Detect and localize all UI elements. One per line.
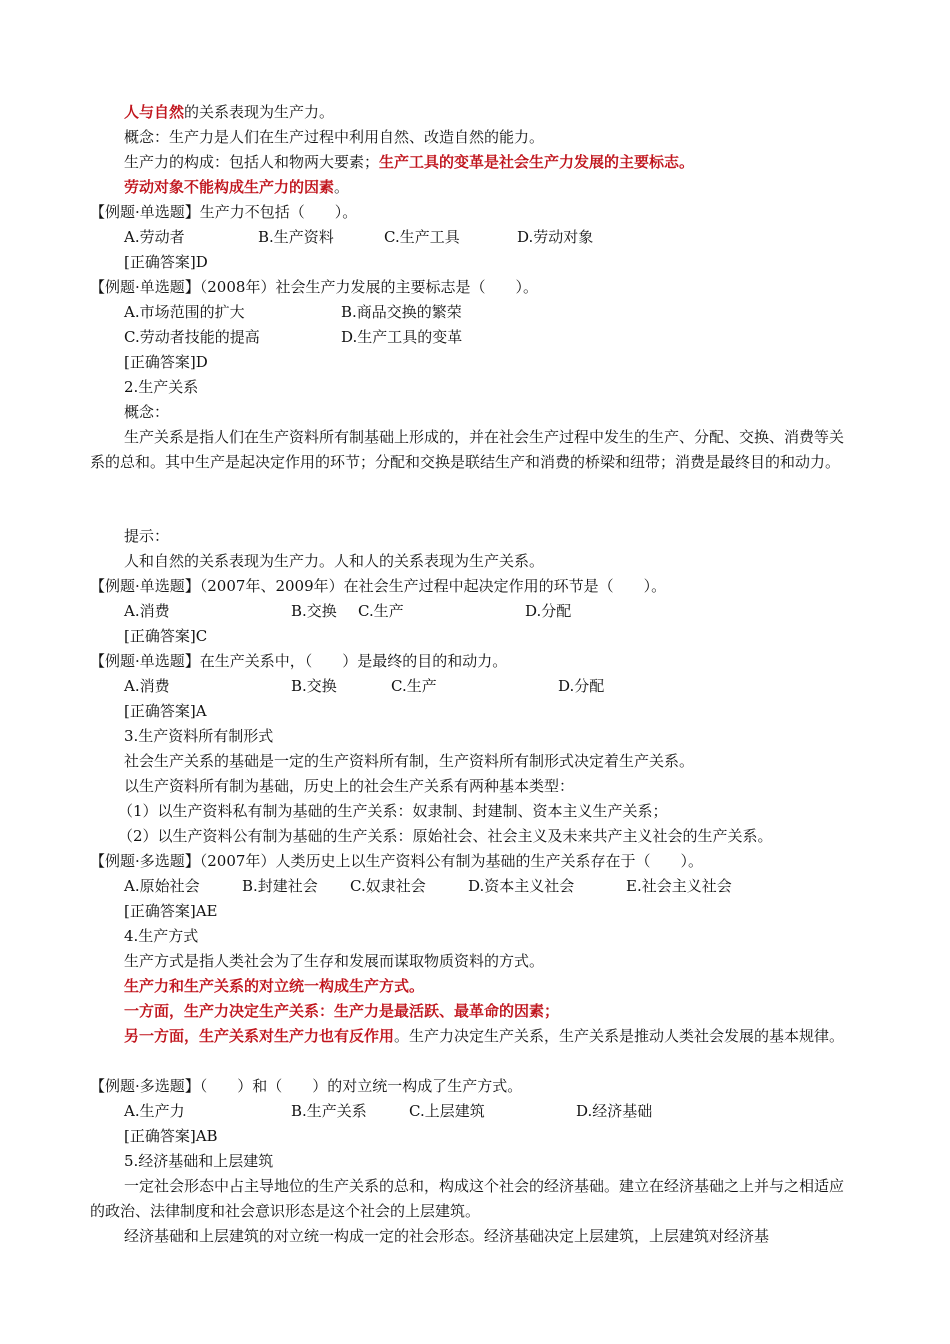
- section-2-concept-label: 概念：: [124, 403, 170, 421]
- option: E.社会主义社会: [626, 877, 732, 895]
- option: A.消费: [124, 602, 170, 620]
- question-3-options: [124, 599, 850, 624]
- section-3-item-2: （2）以生产资料公有制为基础的生产关系：原始社会、社会主义及未来共产主义社会的生产关系。: [118, 827, 773, 845]
- option: C.生产: [358, 602, 404, 620]
- section-5-title: 5.经济基础和上层建筑: [124, 1152, 274, 1170]
- option: C.上层建筑: [409, 1102, 485, 1120]
- section-4-paragraph-2: [90, 1024, 850, 1049]
- option: A.原始社会: [124, 877, 200, 895]
- body-text: 。生产力决定生产关系，生产关系是推动人类社会发展的基本规律。: [394, 1027, 845, 1045]
- option: B.生产资料: [258, 228, 334, 246]
- line-labor-object: [124, 175, 850, 200]
- line-concept: 概念：生产力是人们在生产过程中利用自然、改造自然的能力。: [124, 128, 545, 146]
- question-1: 【例题·单选题】生产力不包括（ ）。: [90, 203, 358, 221]
- question-6: 【例题·多选题】（ ）和（ ）的对立统一构成了生产方式。: [90, 1077, 523, 1095]
- section-2-paragraph: 生产关系是指人们在生产资料所有制基础上形成的，并在社会生产过程中发生的生产、分配、交换、消费等关系的总和。其中生产是起决定作用的环节；分配和交换是联结生产和消费的桥梁和纽带；消费是最终目的和动力。: [90, 428, 845, 471]
- question-6-answer: [正确答案]AB: [124, 1127, 218, 1145]
- option: D.经济基础: [576, 1102, 653, 1120]
- section-4-emphasis-2: 一方面，生产力决定生产关系：生产力是最活跃、最革命的因素；: [124, 1002, 560, 1020]
- option: B.商品交换的繁荣: [341, 303, 462, 321]
- emphasis-text: 人与自然: [124, 103, 185, 121]
- option: B.封建社会: [242, 877, 318, 895]
- question-2: 【例题·单选题】（2008年）社会生产力发展的主要标志是（ ）。: [90, 278, 538, 296]
- section-3-title: 3.生产资料所有制形式: [124, 727, 274, 745]
- question-4-answer: [正确答案]A: [124, 702, 207, 720]
- line-composition: [124, 150, 850, 175]
- section-3-item-1: （1）以生产资料私有制为基础的生产关系：奴隶制、封建制、资本主义生产关系；: [118, 802, 668, 820]
- question-3: 【例题·单选题】（2007年、2009年）在社会生产过程中起决定作用的环节是（ ）。: [90, 577, 667, 595]
- option: A.生产力: [124, 1102, 185, 1120]
- emphasis-text: 生产工具的变革是社会生产力发展的主要标志。: [379, 153, 695, 171]
- option: B.交换: [291, 602, 337, 620]
- question-2-options-row1: [124, 300, 850, 325]
- option: B.交换: [291, 677, 337, 695]
- section-4-paragraph-1: 生产方式是指人类社会为了生存和发展而谋取物质资料的方式。: [124, 952, 545, 970]
- section-4-title: 4.生产方式: [124, 927, 199, 945]
- question-2-answer: [正确答案]D: [124, 353, 208, 371]
- option: D.分配: [525, 602, 572, 620]
- section-5-paragraph-1: 一定社会形态中占主导地位的生产关系的总和，构成这个社会的经济基础。建立在经济基础之上并与之相适应的政治、法律制度和社会意识形态是这个社会的上层建筑。: [90, 1177, 845, 1220]
- option: A.劳动者: [124, 228, 185, 246]
- section-5-paragraph-2: 经济基础和上层建筑的对立统一构成一定的社会形态。经济基础决定上层建筑，上层建筑对经济基: [124, 1227, 770, 1245]
- option: B.生产关系: [291, 1102, 367, 1120]
- emphasis-text: 劳动对象不能构成生产力的因素: [124, 178, 335, 196]
- section-3-paragraph-1: 社会生产关系的基础是一定的生产资料所有制，生产资料所有制形式决定着生产关系。: [124, 752, 695, 770]
- option: C.生产工具: [384, 228, 460, 246]
- question-5-answer: [正确答案]AE: [124, 902, 218, 920]
- section-3-paragraph-2: 以生产资料所有制为基础，历史上的社会生产关系有两种基本类型：: [124, 777, 575, 795]
- question-2-options-row2: [124, 325, 850, 350]
- emphasis-text: 另一方面，生产关系对生产力也有反作用: [124, 1027, 395, 1045]
- option: A.市场范围的扩大: [124, 303, 245, 321]
- section-2-tip-text: 人和自然的关系表现为生产力。人和人的关系表现为生产关系。: [124, 552, 545, 570]
- question-3-answer: [正确答案]C: [124, 627, 208, 645]
- question-1-options: [124, 225, 850, 250]
- question-5-options: [124, 874, 850, 899]
- option: C.生产: [391, 677, 437, 695]
- option: A.消费: [124, 677, 170, 695]
- section-2-tip-label: 提示：: [124, 527, 170, 545]
- option: D.劳动对象: [517, 228, 594, 246]
- option: C.劳动者技能的提高: [124, 328, 260, 346]
- option: D.资本主义社会: [468, 877, 575, 895]
- question-4: 【例题·单选题】在生产关系中，（ ）是最终的目的和动力。: [90, 652, 508, 670]
- question-5: 【例题·多选题】（2007年）人类历史上以生产资料公有制为基础的生产关系存在于（ ）。: [90, 852, 703, 870]
- body-text: 的关系表现为生产力。: [184, 103, 335, 121]
- option: C.奴隶社会: [350, 877, 426, 895]
- section-2-title: 2.生产关系: [124, 378, 199, 396]
- question-1-answer: [正确答案]D: [124, 253, 208, 271]
- body-text: 。: [334, 178, 350, 196]
- option: D.分配: [558, 677, 605, 695]
- body-text: 生产力的构成：包括人和物两大要素；: [124, 153, 380, 171]
- question-6-options: [124, 1099, 850, 1124]
- line-nature: [124, 100, 850, 125]
- option: D.生产工具的变革: [341, 328, 463, 346]
- question-4-options: [124, 674, 850, 699]
- section-4-emphasis-1: 生产力和生产关系的对立统一构成生产方式。: [124, 977, 425, 995]
